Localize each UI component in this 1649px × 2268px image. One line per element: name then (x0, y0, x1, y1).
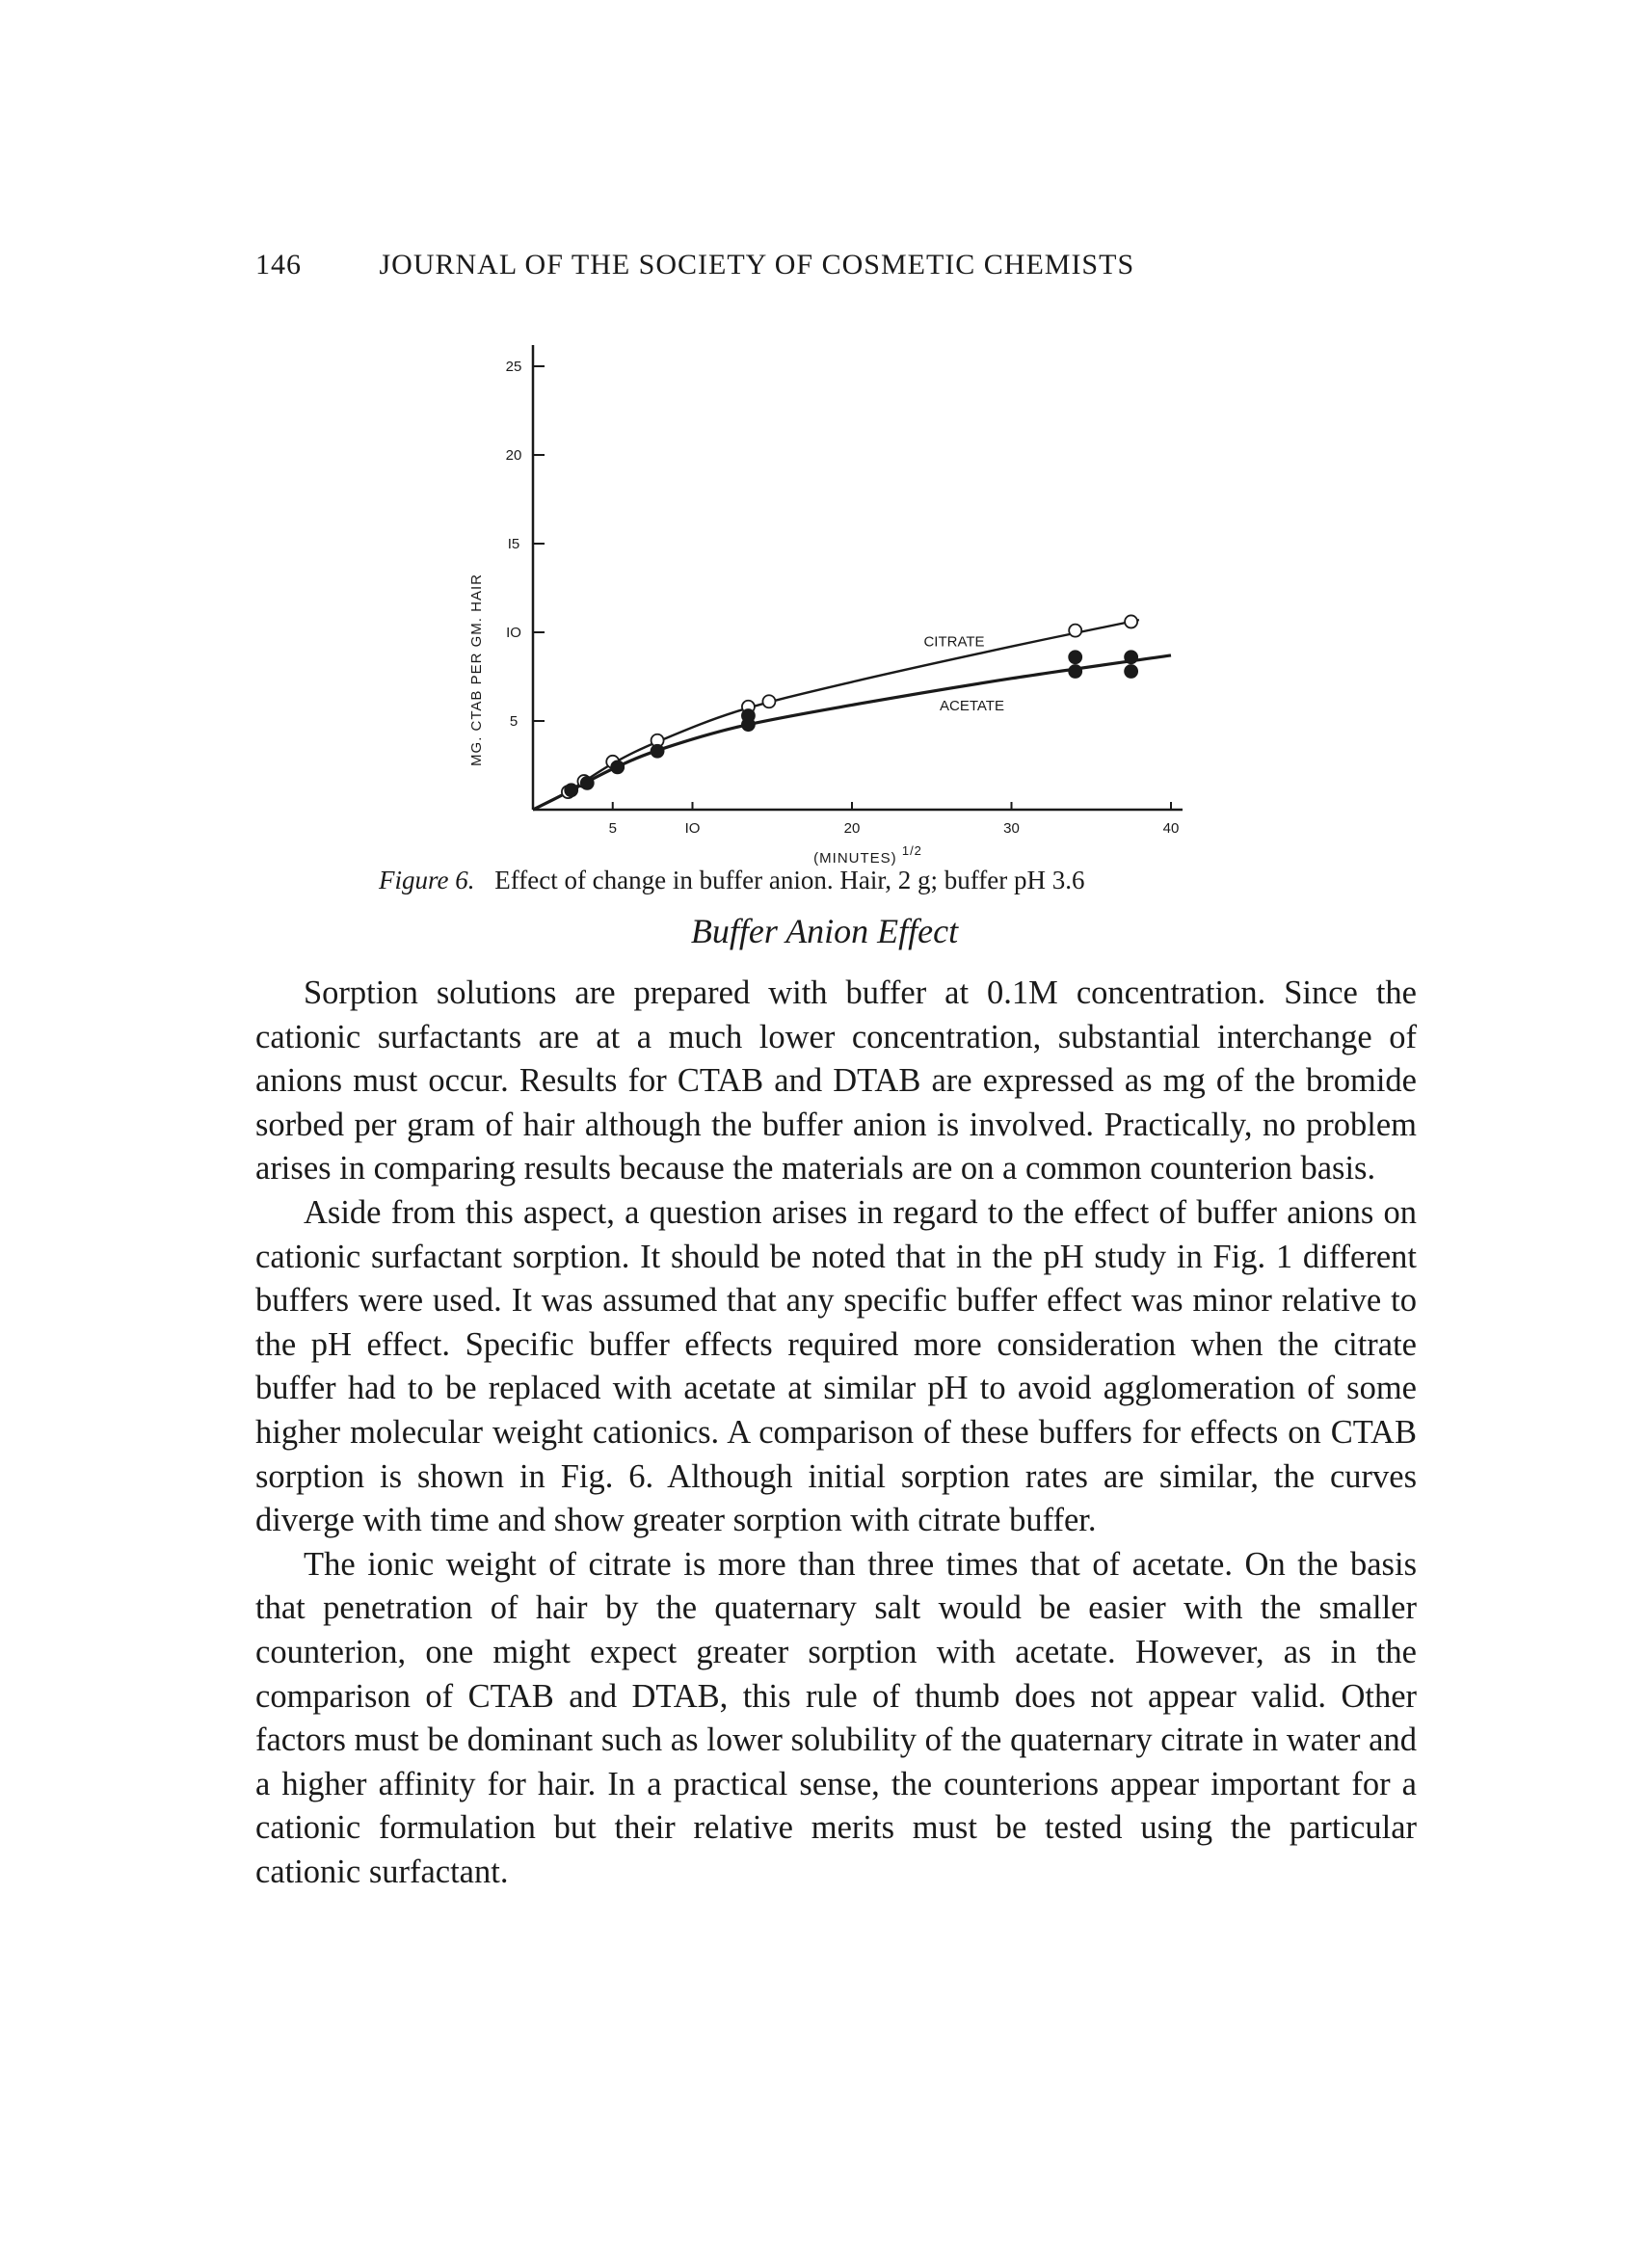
acetate-point (742, 709, 755, 722)
acetate-point (1125, 665, 1137, 678)
acetate-point (1125, 651, 1137, 663)
acetate-point (565, 784, 577, 796)
figure-6 (448, 342, 1219, 867)
x-ticks (609, 802, 1180, 837)
chart-axes (533, 345, 1183, 810)
body-text (255, 972, 1417, 1894)
y-tick-label: IO (506, 625, 521, 641)
y-tick-label: 5 (509, 713, 519, 730)
citrate-curve (533, 620, 1139, 810)
sorption-chart (448, 342, 1219, 867)
citrate-point (1069, 625, 1081, 637)
paragraph-3: The ionic weight of citrate is more than three times that of acetate. On the basis that penetration of hair by the quaternary salt would be easier with the smaller counterion, one might expect greater sorption with acetate. However, as in the comparison of CTAB and DTAB, this rule of thumb does not appear valid. Other factors must be dominant such as lower solubility of the quaternary citrate in water and a higher affinity for hair. In a practical sense, the counterions appear important for a cationic formulation but their relative merits must be tested using the particular cationic surfactant. (255, 1545, 1417, 1890)
x-tick-label: 30 (1003, 820, 1020, 837)
figure-label: Figure 6. (379, 866, 475, 894)
running-header (255, 249, 1412, 281)
x-tick-label: 20 (843, 820, 861, 837)
page-number: 146 (255, 249, 302, 280)
citrate-point (1125, 615, 1137, 627)
y-ticks (506, 359, 545, 730)
acetate-point (652, 745, 664, 758)
y-axis-label: MG. CTAB PER GM. HAIR (468, 574, 485, 766)
x-tick-label: 40 (1162, 820, 1180, 837)
acetate-series-label: ACETATE (940, 697, 1004, 714)
figure-caption-text: Effect of change in buffer anion. Hair, 2 g; buffer pH 3.6 (494, 866, 1085, 894)
acetate-point (1069, 665, 1081, 678)
y-tick-label: I5 (507, 536, 520, 552)
y-tick-label: 20 (505, 447, 522, 464)
journal-title: JOURNAL OF THE SOCIETY OF COSMETIC CHEMISTS (379, 249, 1135, 280)
figure-caption (379, 866, 1084, 895)
acetate-point (611, 760, 624, 773)
section-title: Buffer Anion Effect (690, 912, 959, 950)
acetate-point (1069, 651, 1081, 663)
x-tick-label: IO (684, 820, 701, 837)
x-axis-label: (MINUTES) 1/2 (813, 843, 922, 867)
paragraph-2: Aside from this aspect, a question arises in regard to the effect of buffer anions on cationic surfactant sorption. It should be noted that in the pH study in Fig. 1 different buffers were used. It was assumed that any specific buffer effect was minor relative to the pH effect. Specific buffer effects required more consideration when the citrate buffer had to be replaced with acetate at similar pH to avoid agglomeration of some higher molecular weight cationics. A comparison of these buffers for effects on CTAB sorption is shown in Fig. 6. Although initial sorption rates are similar, the curves diverge with time and show greater sorption with citrate buffer. (255, 1193, 1417, 1539)
citrate-series-label: CITRATE (923, 633, 985, 651)
acetate-curve (533, 655, 1171, 810)
series-curves (533, 620, 1171, 810)
citrate-point (762, 695, 775, 707)
paragraph-1: Sorption solutions are prepared with buffer at 0.1M concentration. Since the cationic surfactants are at a much lower concentration, substantial interchange of anions must occur. Results for CTAB and DTAB are expressed as mg of the bromide sorbed per gram of hair although the buffer anion is involved. Practically, no problem arises in comparing results because the materials are on a common counterion basis. (255, 974, 1417, 1187)
acetate-point (581, 777, 594, 789)
x-tick-label: 5 (608, 820, 617, 837)
y-tick-label: 25 (505, 359, 522, 375)
